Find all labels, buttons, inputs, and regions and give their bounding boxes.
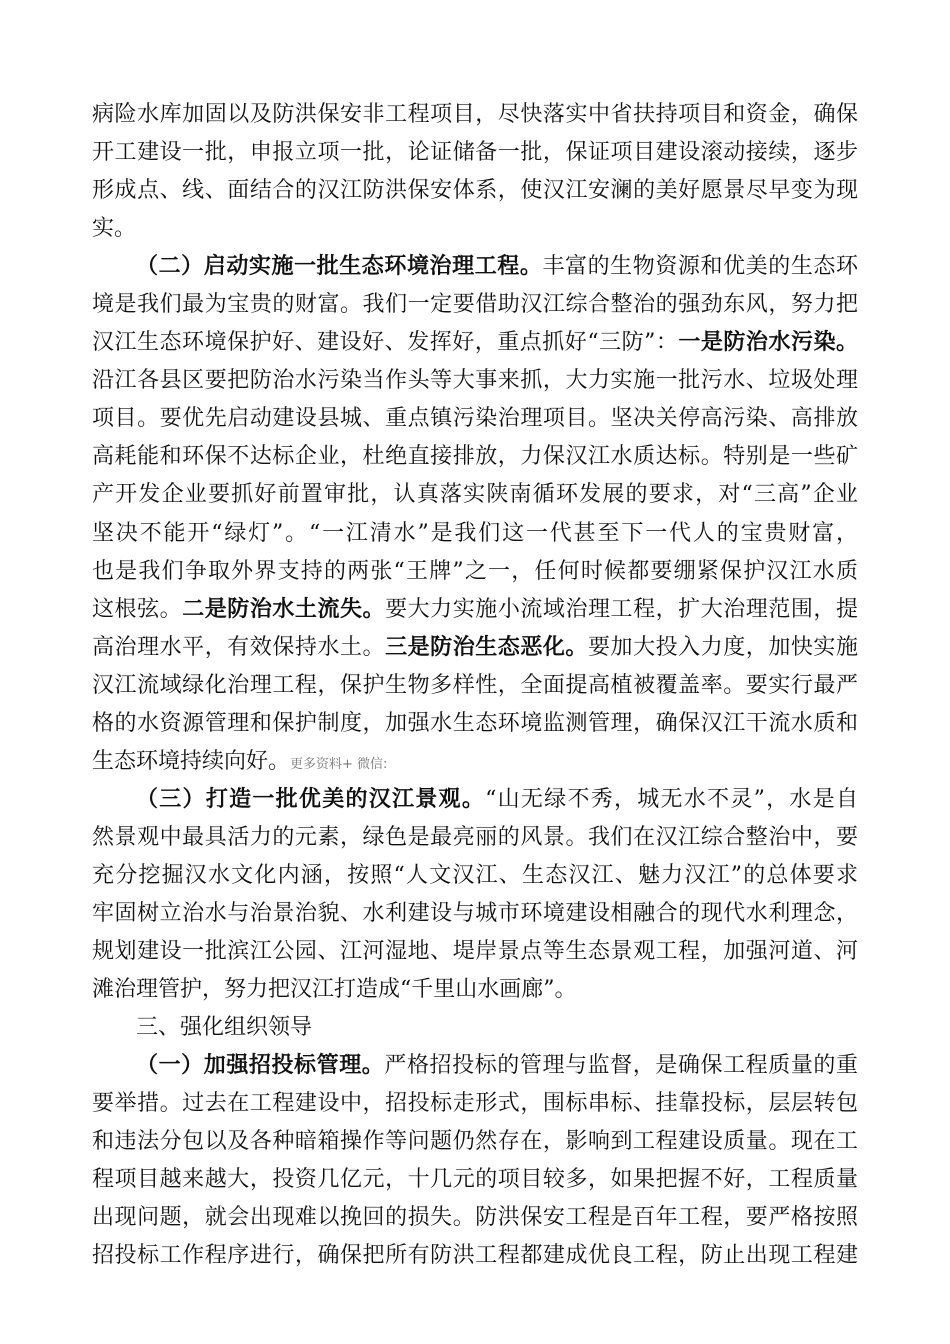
text-line: 出现问题，就会出现难以挽回的损失。防洪保安工程是百年工程，要严格按照 — [92, 1205, 858, 1231]
text-line: 生态环境持续向好。更多资料+ 微信: — [92, 748, 388, 774]
text-line: 境是我们最为宝贵的财富。我们一定要借助汉江综合整治的强劲东风，努力把 — [92, 292, 858, 318]
key-point: 三是防治生态恶化。 — [385, 634, 588, 660]
text-line: 实。 — [92, 216, 137, 242]
text-line: 开工建设一批，申报立项一批，论证储备一批，保证项目建设滚动接续，逐步 — [92, 140, 858, 166]
text-line: 规划建设一批滨江公园、江河湿地、堤岸景点等生态景观工程，加强河道、河 — [92, 939, 858, 965]
text-line: 产开发企业要抓好前置审批，认真落实陕南循环发展的要求，对“三高”企业 — [92, 482, 858, 508]
text-line: 滩治理管护，努力把汉江打造成“千里山水画廊”。 — [92, 977, 577, 1003]
text-line: 病险水库加固以及防洪保安非工程项目，尽快落实中省扶持项目和资金，确保 — [92, 102, 858, 127]
key-point: 一是防治水污染。 — [678, 330, 858, 356]
paragraph-heading-line: （三）打造一批优美的汉江景观。“山无绿不秀，城无水不灵”，水是自 — [136, 786, 858, 812]
text-line: 和违法分包以及各种暗箱操作等问题仍然存在，影响到工程建设质量。现在工 — [92, 1129, 858, 1155]
text-line: 这根弦。二是防治水土流失。要大力实施小流域治理工程，扩大治理范围，提 — [92, 596, 858, 622]
key-point: 二是防治水土流失。 — [182, 596, 386, 622]
text-line: 牢固树立治水与治景治貌、水利建设与城市环境建设相融合的现代水利理念， — [92, 900, 858, 926]
section-heading: （二）启动实施一批生态环境治理工程。 — [136, 254, 543, 280]
text-line: 汉江生态环境保护好、建设好、发挥好，重点抓好“三防”：一是防治水污染。 — [92, 330, 858, 356]
text-line: 充分挖掘汉水文化内涵，按照“人文汉江、生态汉江、魅力汉江”的总体要求 — [92, 862, 858, 888]
text-line: 形成点、线、面结合的汉江防洪保安体系，使汉江安澜的美好愿景尽早变为现 — [92, 178, 858, 204]
text-line: 然景观中最具活力的元素，绿色是最亮丽的风景。我们在汉江综合整治中，要 — [92, 824, 858, 850]
text-line: 沿江各县区要把防治水污染当作头等大事来抓，大力实施一批污水、垃圾处理 — [92, 368, 858, 394]
section-heading: （三）打造一批优美的汉江景观。 — [136, 786, 486, 812]
text-line: 格的水资源管理和保护制度，加强水生态环境监测管理，确保汉江干流水质和 — [92, 710, 858, 736]
text-line: 招投标工作程序进行，确保把所有防洪工程都建成优良工程，防止出现工程建 — [92, 1243, 858, 1269]
chapter-heading: 三、强化组织领导 — [136, 1015, 313, 1041]
text-line: 坚决不能开“绿灯”。“一江清水”是我们这一代甚至下一代人的宝贵财富， — [92, 520, 858, 546]
text-line: 也是我们争取外界支持的两张“王牌”之一，任何时候都要绷紧保护汉江水质 — [92, 558, 858, 584]
watermark-note: 更多资料+ 微信: — [290, 756, 388, 772]
paragraph-heading-line: （一）加强招投标管理。严格招投标的管理与监督，是确保工程质量的重 — [136, 1053, 858, 1079]
text-line: 高耗能和环保不达标企业，杜绝直接排放，力保汉江水质达标。特别是一些矿 — [92, 444, 858, 470]
text-line: 项目。要优先启动建设县城、重点镇污染治理项目。坚决关停高污染、高排放 — [92, 406, 858, 432]
text-line: 要举措。过去在工程建设中，招投标走形式，围标串标、挂靠投标，层层转包 — [92, 1091, 858, 1117]
section-heading: （一）加强招投标管理。 — [136, 1053, 385, 1079]
text-line: 程项目越来越大，投资几亿元，十几元的项目较多，如果把握不好，工程质量 — [92, 1167, 858, 1193]
paragraph-heading-line: （二）启动实施一批生态环境治理工程。丰富的生物资源和优美的生态环 — [136, 254, 858, 280]
text-line: 汉江流域绿化治理工程，保护生物多样性，全面提高植被覆盖率。要实行最严 — [92, 672, 858, 698]
text-line: 高治理水平，有效保持水土。三是防治生态恶化。要加大投入力度，加快实施 — [92, 634, 858, 660]
